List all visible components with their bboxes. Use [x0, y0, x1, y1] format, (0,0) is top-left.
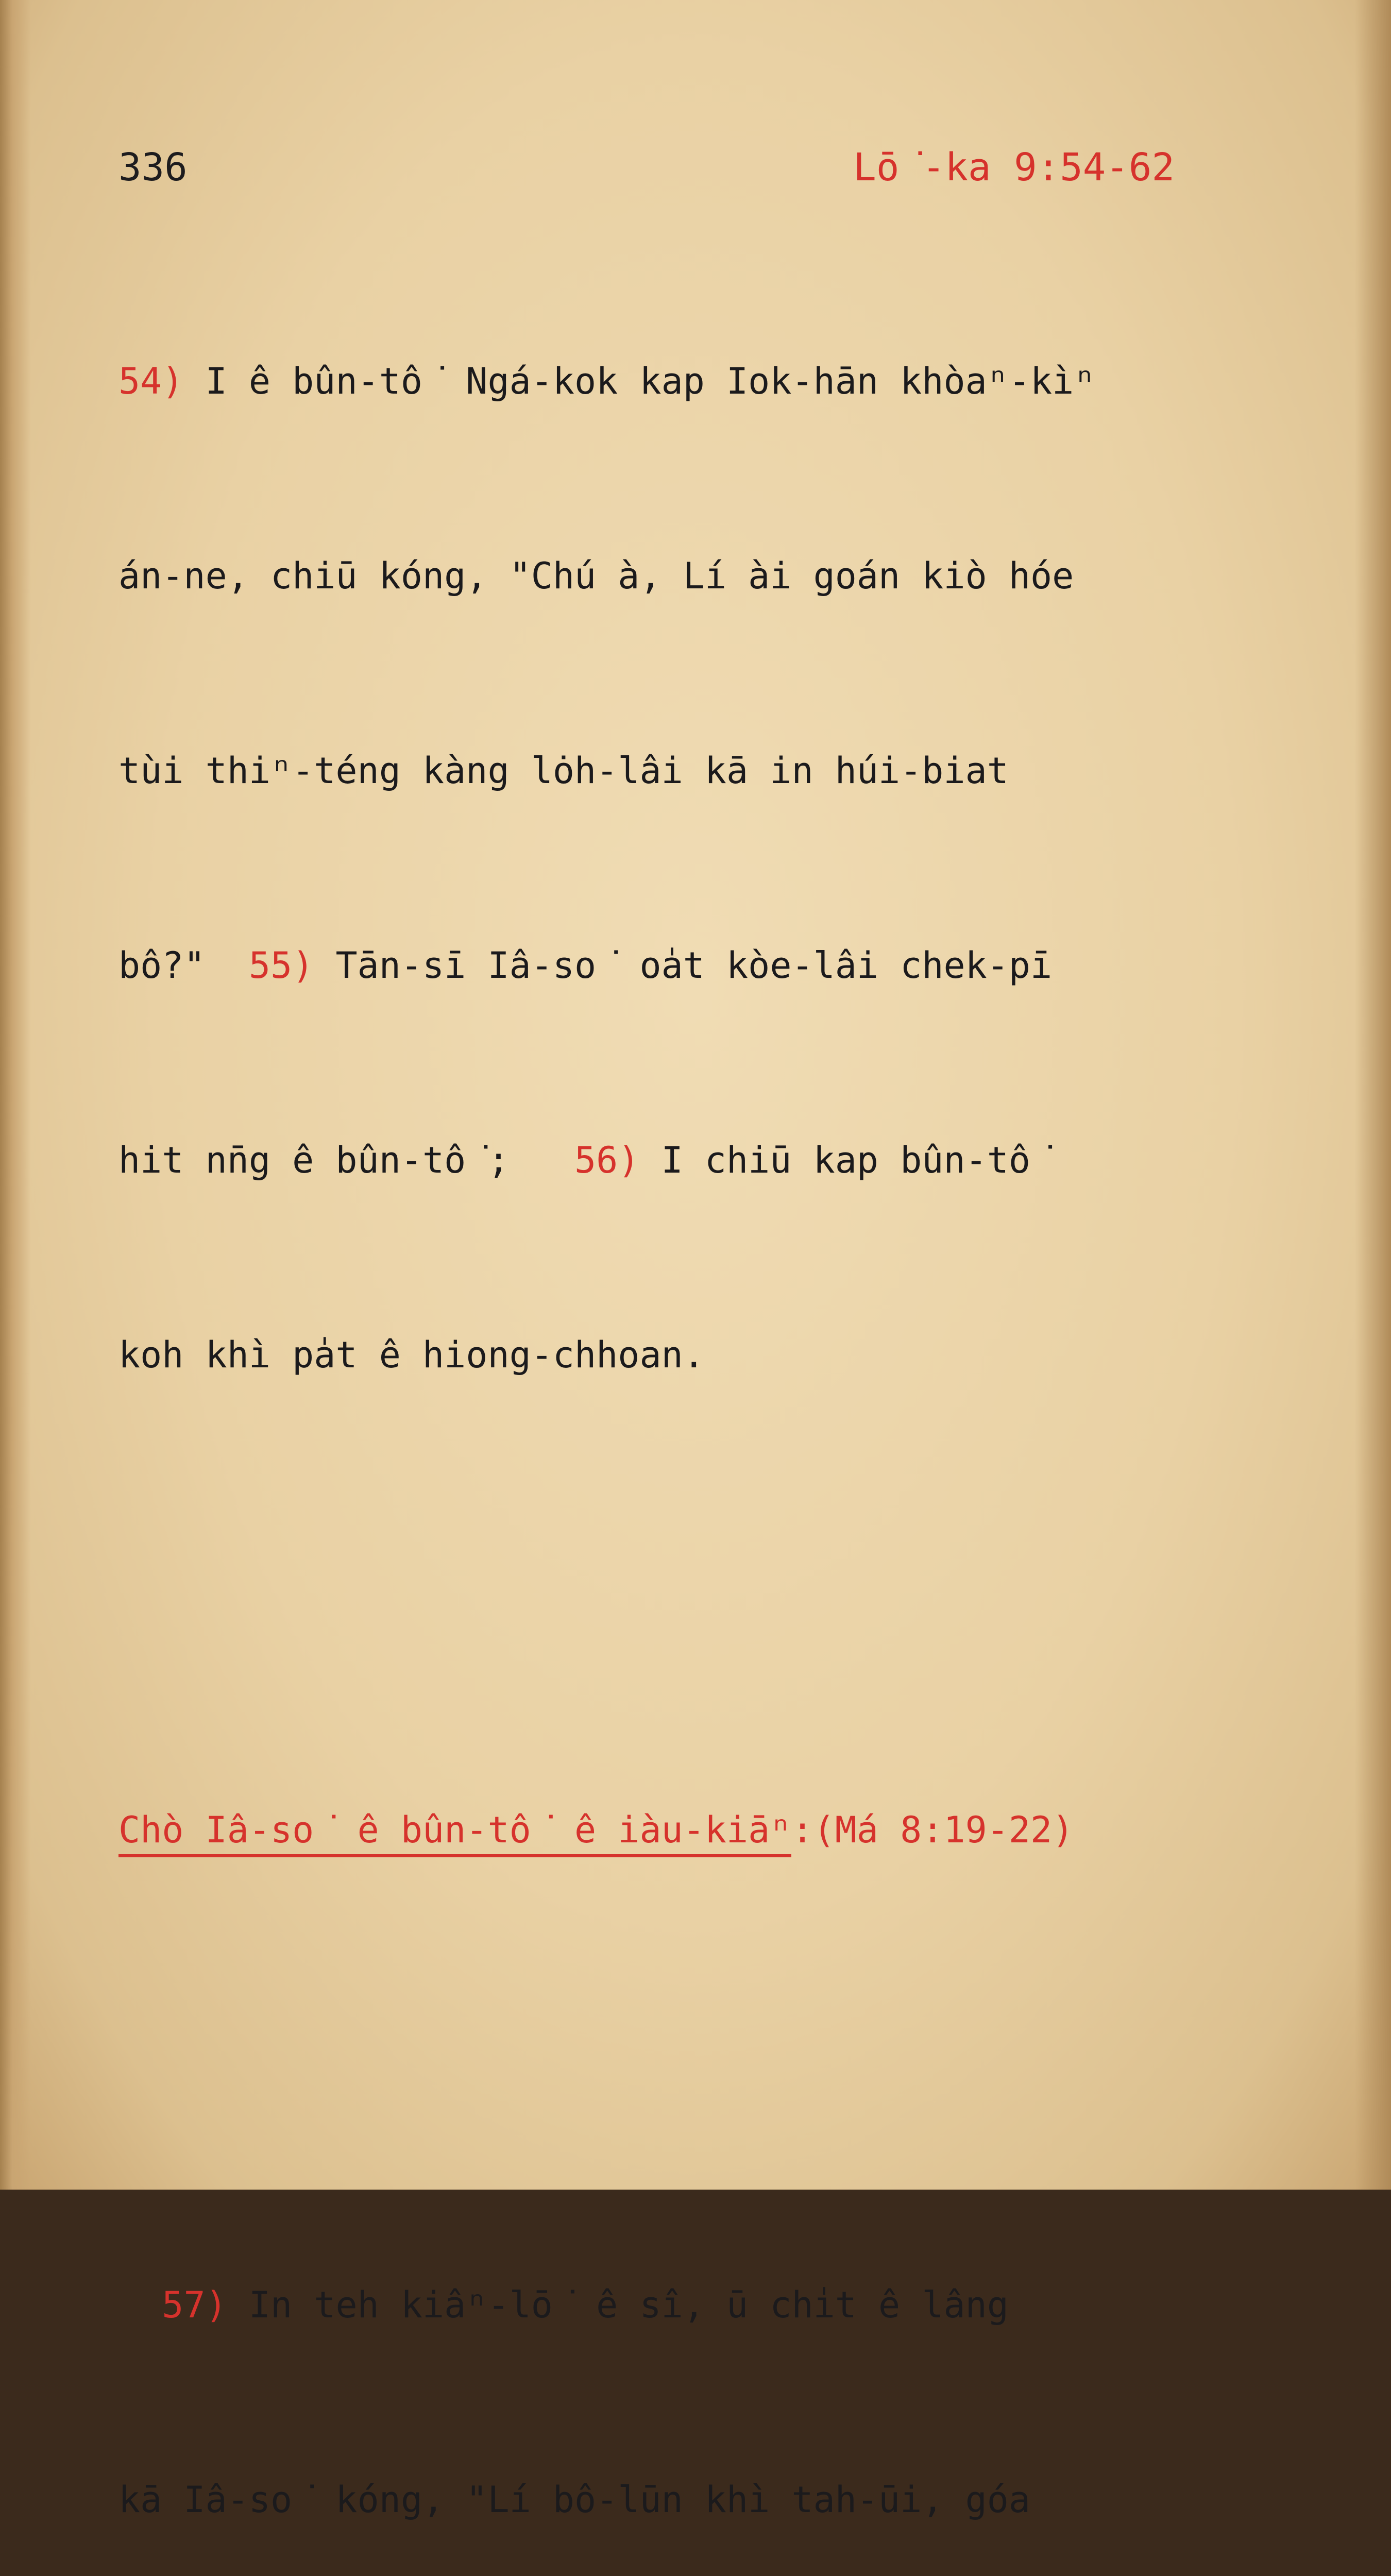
verse-number: 56)	[574, 1139, 640, 1181]
body-text	[118, 219, 1303, 2576]
text-line: 54) I ê bûn-tô͘ Ngá-kok kap Iok-hān khòaⁿ-kìⁿ	[118, 360, 1096, 402]
page-number: 336	[118, 145, 188, 190]
text-line: án-ne, chiū kóng, "Chú à, Lí ài goán kiò hóe	[118, 555, 1074, 597]
text-line: bô?" 55) Tān-sī Iâ-so͘ oa̍t kòe-lâi chek-pī	[118, 944, 1053, 987]
text-line: 57) In teh kiâⁿ-lō͘ ê sî, ū chi̍t ê lâng	[162, 2284, 1009, 2326]
verse-number: 55)	[248, 944, 314, 987]
verse-number: 57)	[162, 2284, 227, 2326]
verse-number: 54)	[118, 360, 184, 402]
section-heading-title: Chò Iâ-so͘ ê bûn-tô͘ ê iàu-kiāⁿ	[118, 1809, 791, 1857]
text-line: tùi thiⁿ-téng kàng lȯh-lâi kā in húi-biat	[118, 750, 1009, 792]
text-line: hit nn̄g ê bûn-tô͘; 56) I chiū kap bûn-tô͘	[118, 1139, 1053, 1181]
text-line: kā Iâ-so͘ kóng, "Lí bô-lūn khì tah-ūi, góa	[118, 2479, 1031, 2521]
page-header	[118, 139, 1175, 196]
section-heading-reference: :(Má 8:19-22)	[791, 1809, 1074, 1851]
section-heading	[118, 1798, 1303, 1862]
text-line: koh khì pa̍t ê hiong-chhoan.	[118, 1334, 705, 1376]
running-head: Lō͘-ka 9:54-62	[853, 145, 1175, 190]
